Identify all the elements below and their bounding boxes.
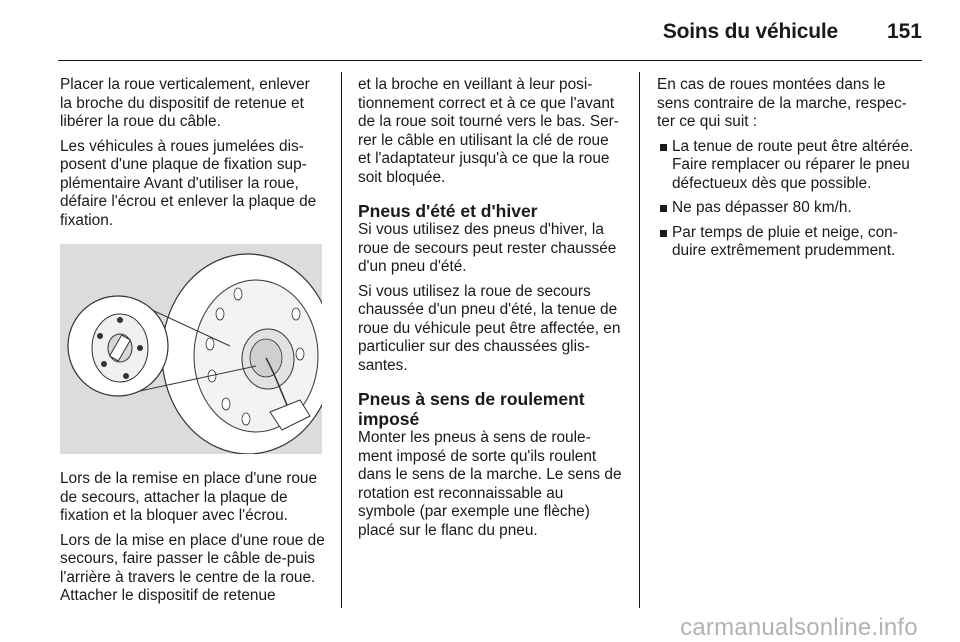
list-item: La tenue de route peut être altérée. Faire remplacer ou réparer le pneu défectueux dès que possible. [657, 138, 921, 194]
watermark: carmanualsonline.info [680, 614, 918, 641]
page-number: 151 [886, 20, 922, 43]
section-heading-summer-winter-tyres: Pneus d'été et d'hiver [358, 201, 538, 221]
paragraph: et la broche en veillant à leur posi-tionnement correct et à ce que l'avant de la roue soit tourné vers le bas. Ser-rer le câble en utilisant la clé de roue et l'adaptateur jusqu'à ce que la roue soit bloquée. [358, 76, 619, 186]
column-1 [60, 76, 326, 612]
list-item: Ne pas dépasser 80 km/h. [657, 199, 921, 218]
paragraph: Si vous utilisez la roue de secours chaussée d'un pneu d'été, la tenue de roue du véhicule peut être affectée, en particulier sur des chaussées glis-santes. [358, 282, 621, 374]
paragraph: Monter les pneus à sens de roule-ment imposé de sorte qu'ils roulent dans le sens de la marche. Le sens de rotation est reconnaissable au symbole (par exemple une flèche) placé sur le flanc du pneu. [358, 429, 622, 539]
column-divider-1 [341, 72, 342, 608]
bullet-list [657, 138, 921, 261]
paragraph: Les véhicules à roues jumelées dis-posent d'une plaque de fixation sup-plémentaire Avant d'utiliser la roue, défaire l'écrou et enlever la plaque de fixation. [60, 137, 317, 229]
square-bullet-icon [660, 205, 667, 212]
header-rule [58, 60, 922, 61]
square-bullet-icon [660, 144, 667, 151]
section-heading-directional-tyres: Pneus à sens de roulement imposé [358, 389, 585, 429]
paragraph: Lors de la mise en place d'une roue de secours, faire passer le câble de-puis l'arrière à travers le centre de la roue. Attacher le dispositif de retenue [60, 531, 325, 604]
column-2 [358, 76, 624, 546]
spare-wheel-illustration [60, 244, 322, 454]
column-divider-2 [639, 72, 640, 608]
list-item: Par temps de pluie et neige, con-duire extrêmement prudemment. [657, 224, 921, 261]
paragraph: Placer la roue verticalement, enlever la broche du dispositif de retenue et libérer la roue du câble. [60, 76, 310, 130]
column-3 [657, 76, 921, 267]
paragraph: Lors de la remise en place d'une roue de secours, attacher la plaque de fixation et la bloquer avec l'écrou. [60, 470, 318, 524]
square-bullet-icon [660, 230, 667, 237]
section-title: Soins du véhicule [662, 20, 838, 43]
spare-wheel-drawing [60, 244, 322, 454]
paragraph: Si vous utilisez des pneus d'hiver, la roue de secours peut rester chaussée d'un pneu d'été. [358, 221, 617, 275]
paragraph: En cas de roues montées dans le sens contraire de la marche, respec-ter ce qui suit : [657, 76, 907, 130]
